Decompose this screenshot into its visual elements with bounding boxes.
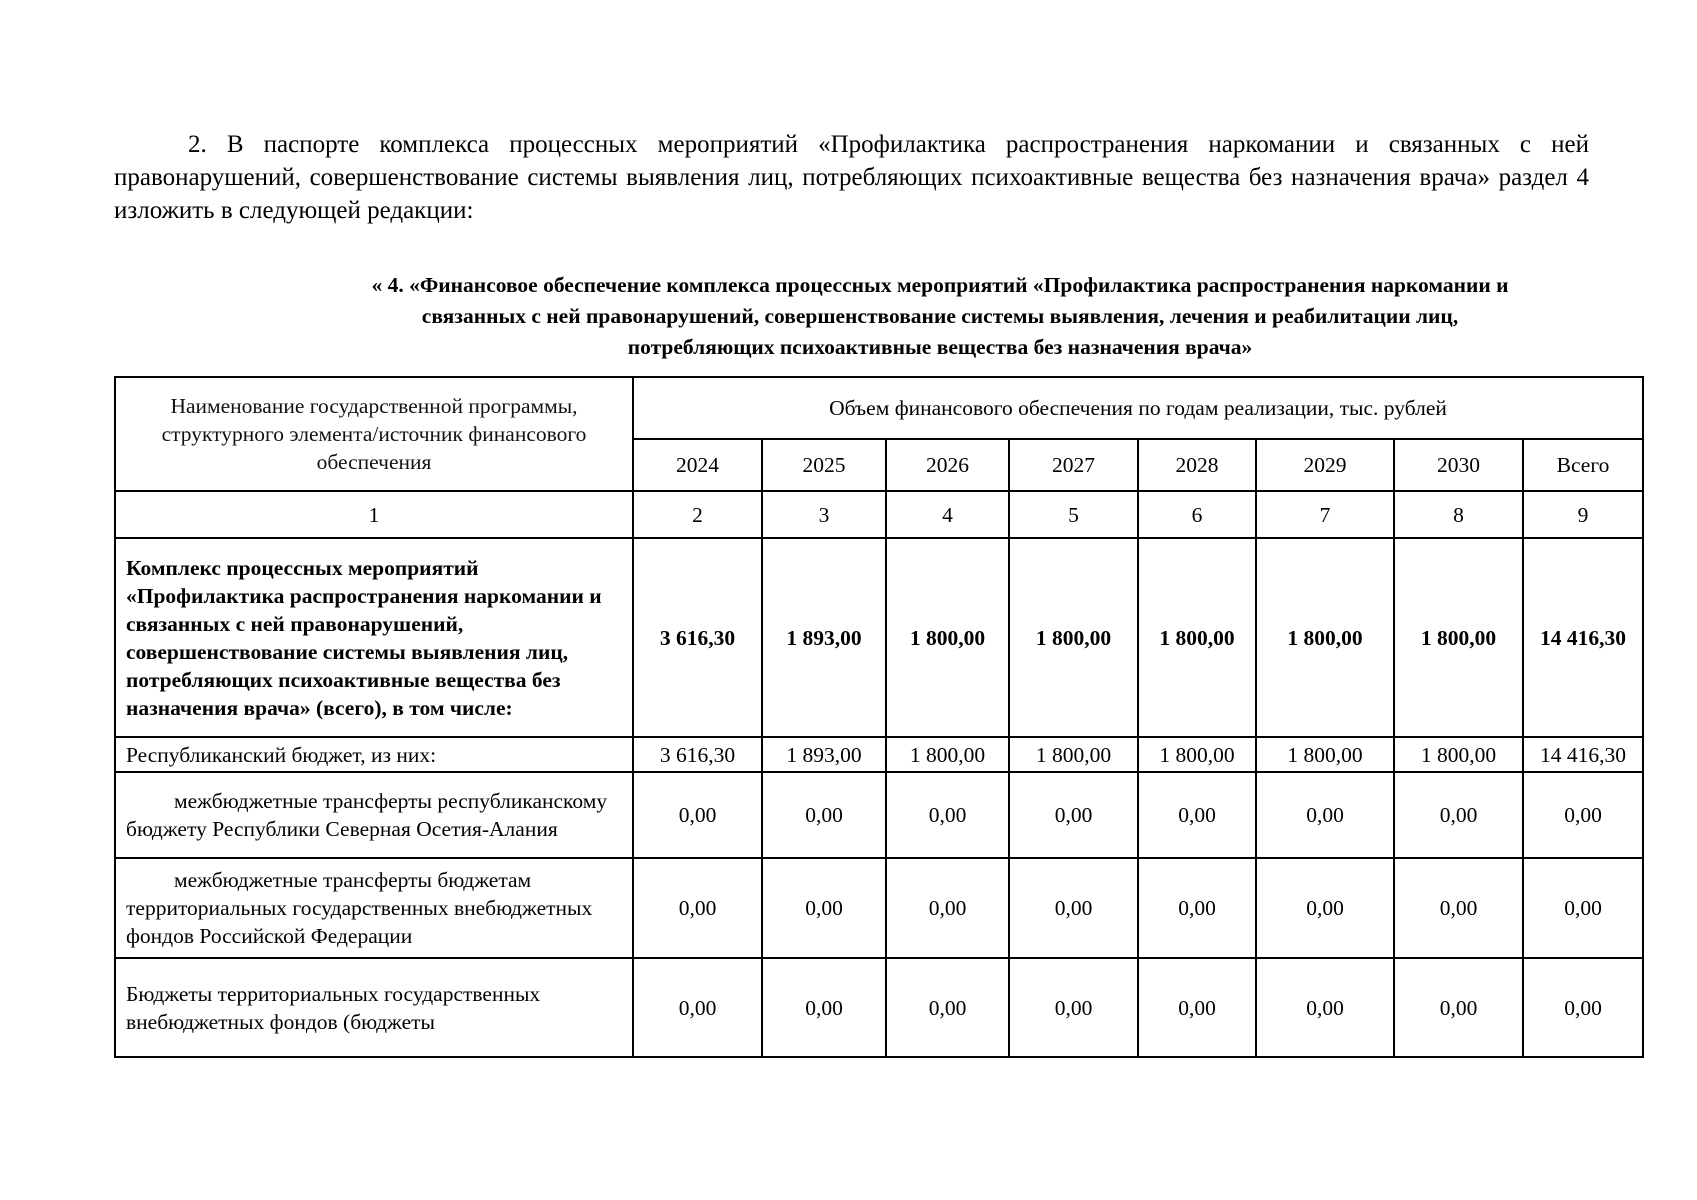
column-number: 1 bbox=[115, 491, 633, 538]
value-cell: 14 416,30 bbox=[1523, 737, 1643, 772]
column-number: 6 bbox=[1138, 491, 1256, 538]
value-cell: 0,00 bbox=[1256, 772, 1394, 858]
value-cell: 1 893,00 bbox=[762, 737, 886, 772]
value-cell: 1 800,00 bbox=[1394, 538, 1523, 737]
value-cell: 0,00 bbox=[1256, 958, 1394, 1057]
value-cell: 0,00 bbox=[1394, 858, 1523, 958]
value-cell: 0,00 bbox=[1009, 772, 1138, 858]
section-title-line-1: « 4. «Финансовое обеспечение комплекса процессных мероприятий «Профилактика распространения наркомании и bbox=[371, 273, 1509, 297]
value-cell: 1 893,00 bbox=[762, 538, 886, 737]
year-header: 2024 bbox=[633, 439, 762, 491]
column-number: 8 bbox=[1394, 491, 1523, 538]
year-header: 2025 bbox=[762, 439, 886, 491]
section-title-line-2: связанных с ней правонарушений, совершенствование системы выявления, лечения и реабилитации лиц, bbox=[421, 304, 1459, 328]
value-cell: 0,00 bbox=[762, 958, 886, 1057]
row-name: Комплекс процессных мероприятий «Профилактика распространения наркомании и связанных с ней правонарушений, совершенствование системы выявления лиц, потребляющих психоактивные вещества без назначения врача» (всего), в том числе: bbox=[115, 538, 633, 737]
value-cell: 0,00 bbox=[1138, 858, 1256, 958]
value-cell: 1 800,00 bbox=[1256, 737, 1394, 772]
value-cell: 0,00 bbox=[1009, 858, 1138, 958]
column-number: 9 bbox=[1523, 491, 1643, 538]
value-cell: 0,00 bbox=[1138, 958, 1256, 1057]
value-cell: 0,00 bbox=[1394, 958, 1523, 1057]
value-cell: 0,00 bbox=[633, 958, 762, 1057]
column-number: 3 bbox=[762, 491, 886, 538]
header-name-cell: Наименование государственной программы, структурного элемента/источник финансового обеспечения bbox=[115, 377, 633, 491]
value-cell: 1 800,00 bbox=[1138, 737, 1256, 772]
column-number: 2 bbox=[633, 491, 762, 538]
value-cell: 3 616,30 bbox=[633, 737, 762, 772]
value-cell: 0,00 bbox=[762, 772, 886, 858]
row-name: Бюджеты территориальных государственных внебюджетных фондов (бюджеты bbox=[115, 958, 633, 1057]
table-row-territorial-funds bbox=[115, 958, 1643, 1057]
value-cell: 0,00 bbox=[1523, 772, 1643, 858]
section-title bbox=[280, 270, 1600, 363]
value-cell: 0,00 bbox=[1256, 858, 1394, 958]
value-cell: 1 800,00 bbox=[886, 538, 1009, 737]
column-number-row bbox=[115, 491, 1643, 538]
value-cell: 0,00 bbox=[1523, 858, 1643, 958]
table-row-republic-budget bbox=[115, 737, 1643, 772]
year-header: 2030 bbox=[1394, 439, 1523, 491]
table-row-transfers-funds bbox=[115, 858, 1643, 958]
value-cell: 0,00 bbox=[633, 858, 762, 958]
year-header: 2026 bbox=[886, 439, 1009, 491]
value-cell: 0,00 bbox=[633, 772, 762, 858]
value-cell: 0,00 bbox=[1523, 958, 1643, 1057]
value-cell: 1 800,00 bbox=[1009, 538, 1138, 737]
year-header: 2028 bbox=[1138, 439, 1256, 491]
year-header: 2027 bbox=[1009, 439, 1138, 491]
value-cell: 0,00 bbox=[886, 772, 1009, 858]
value-cell: 1 800,00 bbox=[1009, 737, 1138, 772]
value-cell: 14 416,30 bbox=[1523, 538, 1643, 737]
table-row-transfers-republic bbox=[115, 772, 1643, 858]
year-header: 2029 bbox=[1256, 439, 1394, 491]
column-number: 7 bbox=[1256, 491, 1394, 538]
value-cell: 0,00 bbox=[762, 858, 886, 958]
value-cell: 0,00 bbox=[1394, 772, 1523, 858]
header-row-1 bbox=[115, 377, 1643, 439]
header-volume-cell: Объем финансового обеспечения по годам реализации, тыс. рублей bbox=[633, 377, 1643, 439]
row-name: межбюджетные трансферты бюджетам территориальных государственных внебюджетных фондов Российской Федерации bbox=[115, 858, 633, 958]
value-cell: 0,00 bbox=[1009, 958, 1138, 1057]
value-cell: 1 800,00 bbox=[1256, 538, 1394, 737]
value-cell: 0,00 bbox=[886, 858, 1009, 958]
total-header: Всего bbox=[1523, 439, 1643, 491]
row-name: Республиканский бюджет, из них: bbox=[115, 737, 633, 772]
value-cell: 0,00 bbox=[1138, 772, 1256, 858]
value-cell: 1 800,00 bbox=[1394, 737, 1523, 772]
table-row-complex-total bbox=[115, 538, 1643, 737]
intro-paragraph: 2. В паспорте комплекса процессных мероприятий «Профилактика распространения наркомании и связанных с ней правонарушений, совершенствование системы выявления лиц, потребляющих психоактивные вещества без назначения врача» раздел 4 изложить в следующей редакции: bbox=[114, 131, 1589, 224]
value-cell: 0,00 bbox=[886, 958, 1009, 1057]
value-cell: 1 800,00 bbox=[886, 737, 1009, 772]
value-cell: 3 616,30 bbox=[633, 538, 762, 737]
row-name: межбюджетные трансферты республиканскому бюджету Республики Северная Осетия-Алания bbox=[115, 772, 633, 858]
section-title-line-3: потребляющих психоактивные вещества без назначения врача» bbox=[627, 335, 1253, 359]
column-number: 5 bbox=[1009, 491, 1138, 538]
financing-table bbox=[114, 376, 1644, 1058]
value-cell: 1 800,00 bbox=[1138, 538, 1256, 737]
column-number: 4 bbox=[886, 491, 1009, 538]
